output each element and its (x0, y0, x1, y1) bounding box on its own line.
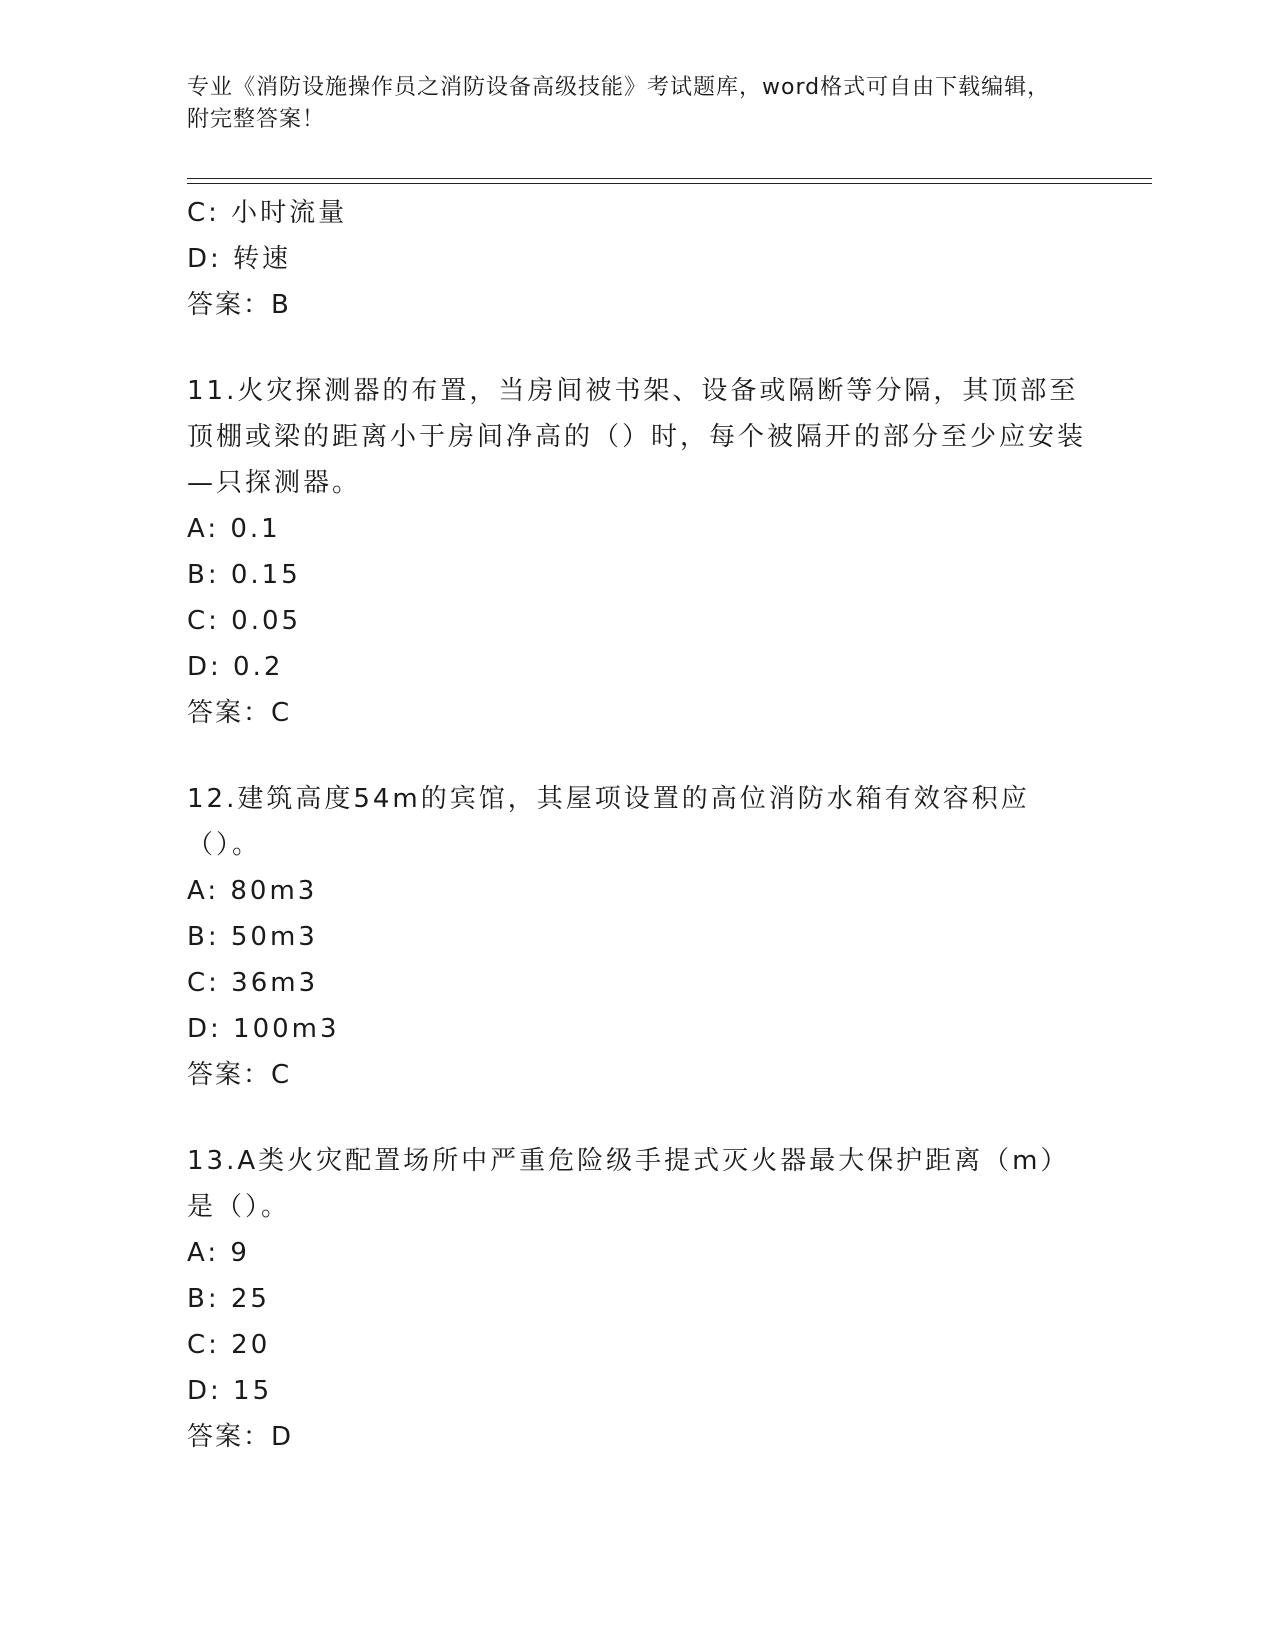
answer-line: 答案：C (187, 698, 292, 728)
option-d: D: 100m3 (187, 1014, 340, 1044)
header-divider-bottom (187, 183, 1152, 184)
option-a: A: 9 (187, 1238, 250, 1268)
spacer (187, 736, 1087, 776)
document-header: 专业《消防设施操作员之消防设备高级技能》考试题库，word格式可自由下载编辑，附完整答案！ (187, 75, 1051, 132)
option-c: C: 小时流量 (187, 198, 348, 228)
option-a: A: 80m3 (187, 876, 318, 906)
spacer (187, 328, 1087, 368)
option-c: C: 20 (187, 1330, 271, 1360)
option-b: B: 0.15 (187, 560, 301, 590)
question-stem: 11.火灾探测器的布置，当房间被书架、设备或隔断等分隔，其顶部至顶棚或梁的距离小于房间净高的（）时，每个被隔开的部分至少应安装—只探测器。 (187, 376, 1087, 498)
header-divider-top (187, 178, 1152, 179)
previous-question-tail (187, 190, 1087, 328)
answer-line: 答案：B (187, 290, 291, 320)
question-13 (187, 1138, 1087, 1460)
option-b: B: 50m3 (187, 922, 318, 952)
answer-line: 答案：C (187, 1060, 292, 1090)
answer-line: 答案：D (187, 1422, 294, 1452)
spacer (187, 1098, 1087, 1138)
question-stem: 12.建筑高度54m的宾馆，其屋项设置的高位消防水箱有效容积应（）。 (187, 784, 1030, 860)
question-stem: 13.A类火灾配置场所中严重危险级手提式灭火器最大保护距离（m）是（）。 (187, 1146, 1070, 1222)
option-c: C: 0.05 (187, 606, 302, 636)
option-c: C: 36m3 (187, 968, 319, 998)
option-d: D: 转速 (187, 244, 292, 274)
option-d: D: 0.2 (187, 652, 284, 682)
question-list (187, 190, 1087, 1460)
option-b: B: 25 (187, 1284, 270, 1314)
option-d: D: 15 (187, 1376, 273, 1406)
question-12 (187, 776, 1087, 1098)
question-11 (187, 368, 1087, 736)
option-a: A: 0.1 (187, 514, 281, 544)
